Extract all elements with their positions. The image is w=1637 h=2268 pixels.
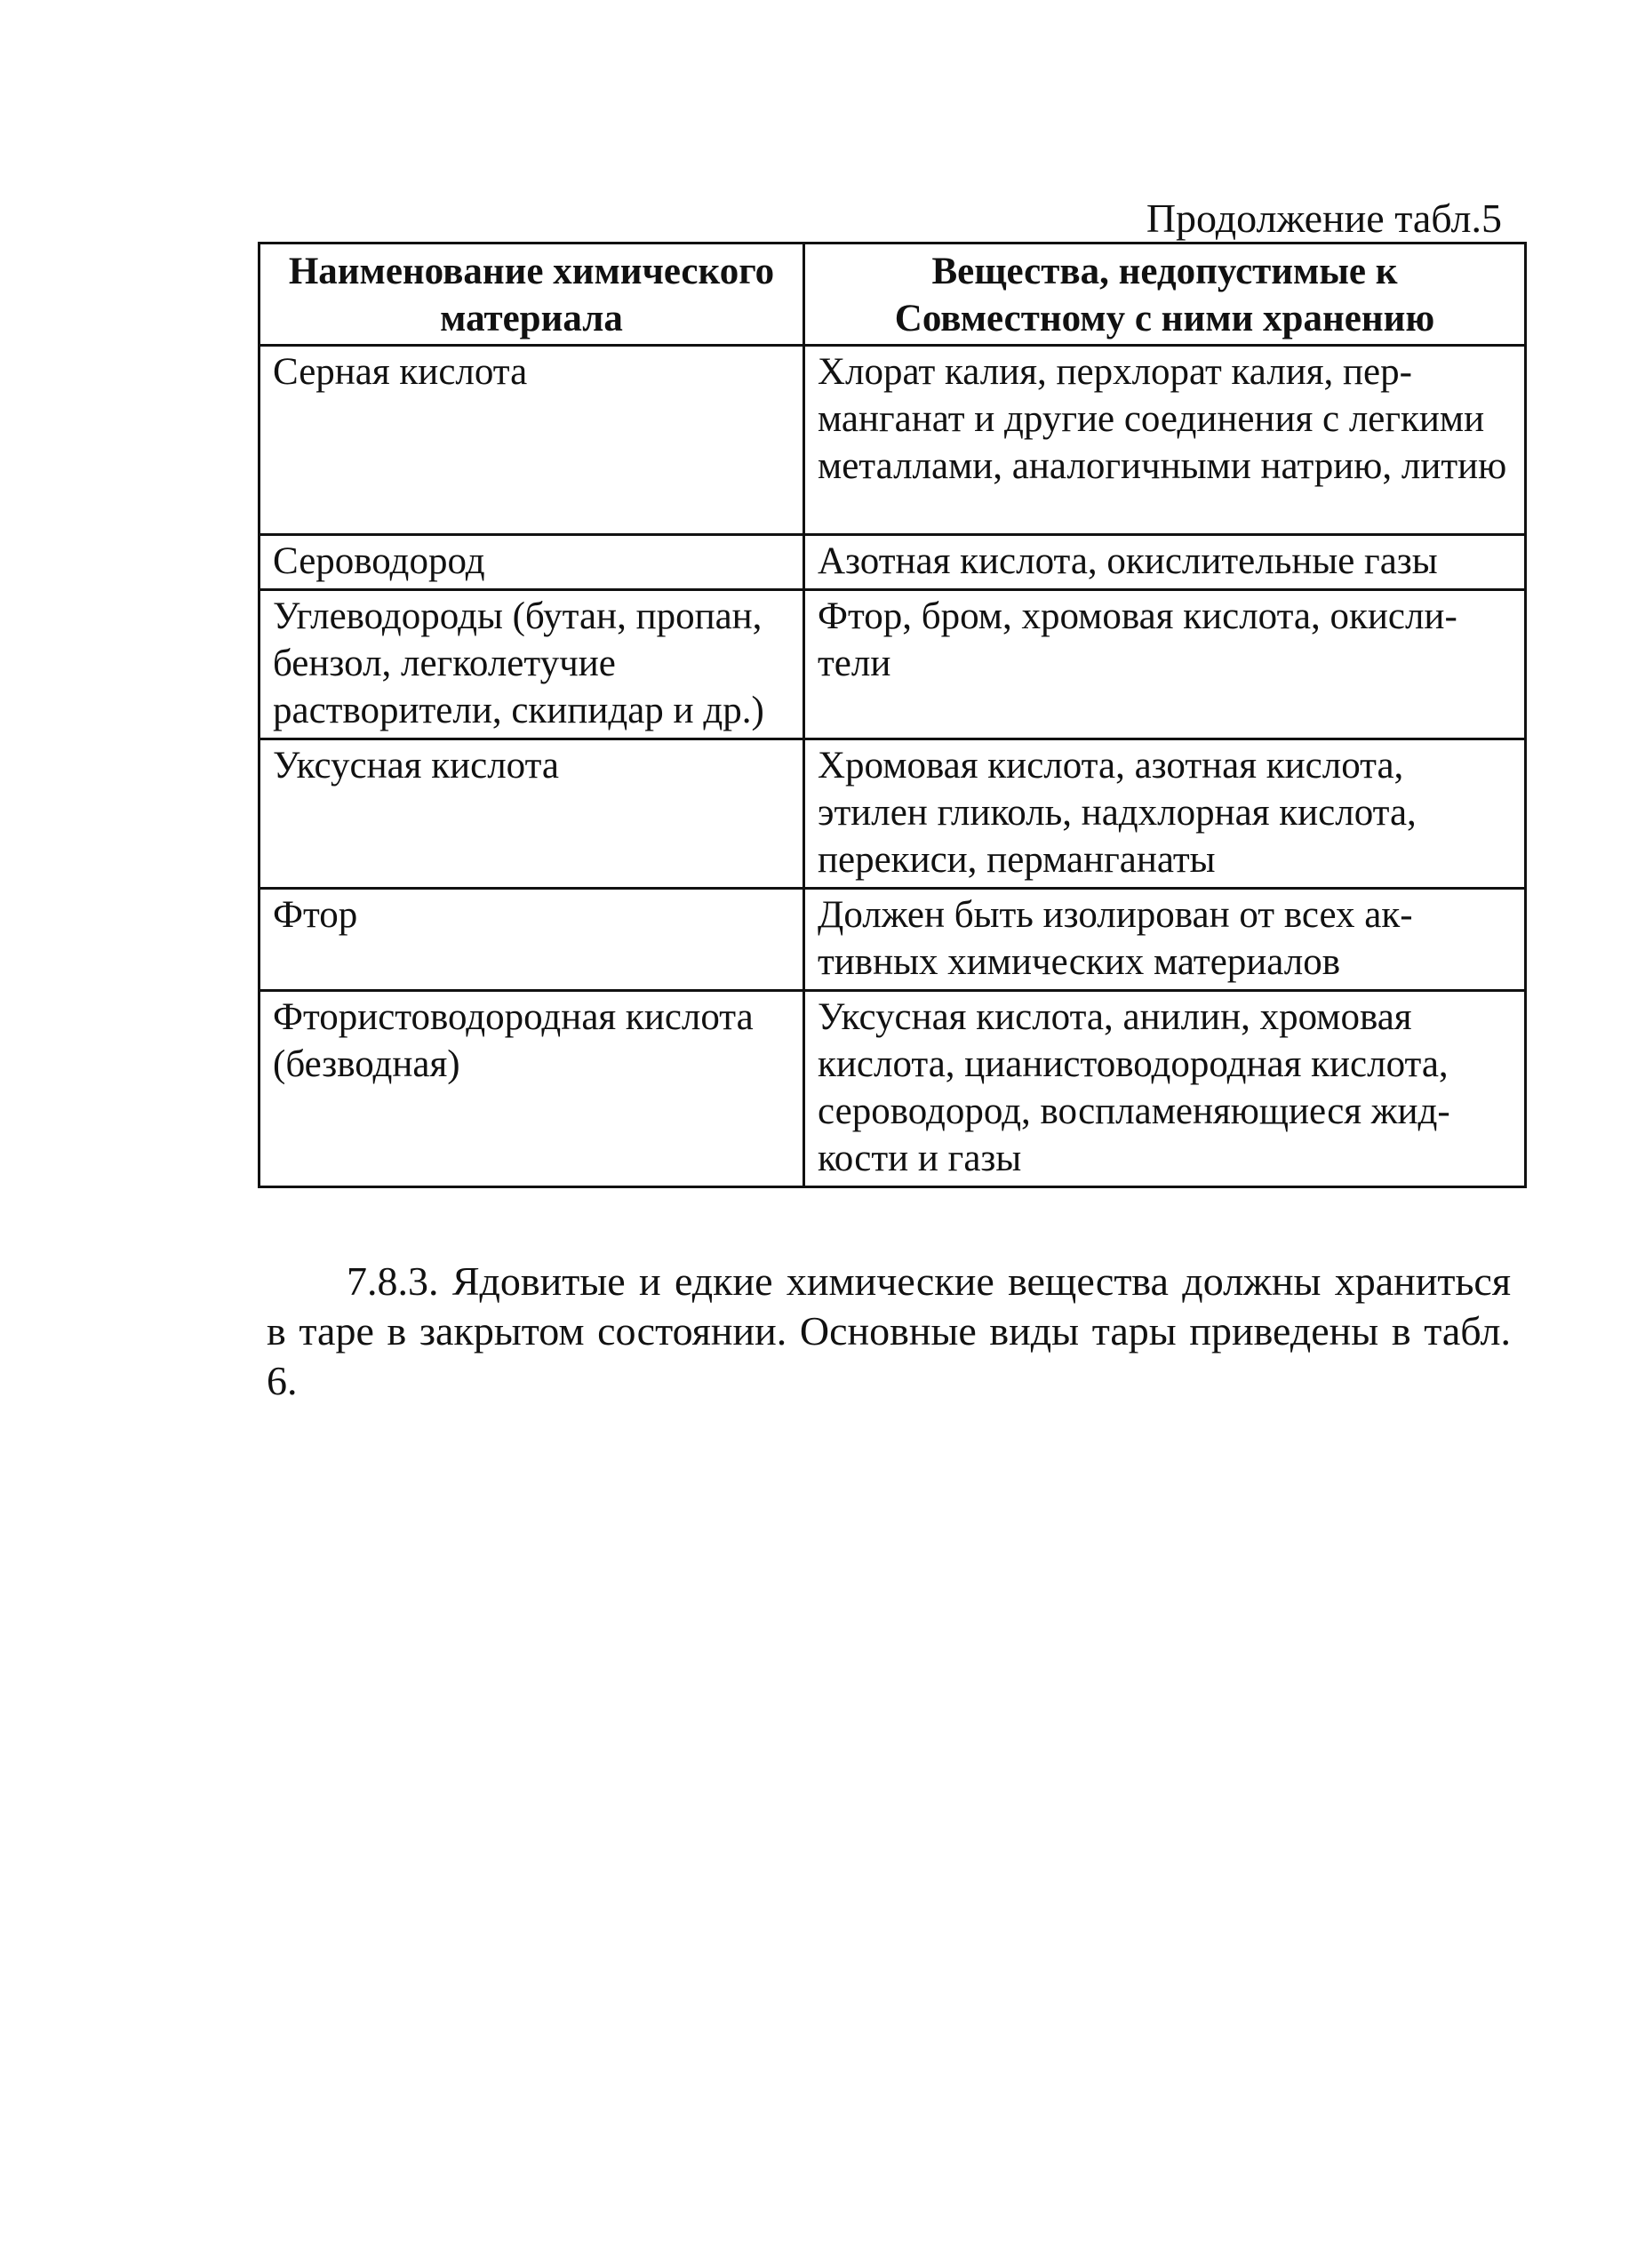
- table-header-row: [260, 244, 1526, 346]
- cell-incompatible: Уксусная кислота, анилин, хромовая кислота, цианистоводородная кислота, сероводород, воспламеняющиеся жидкости и газы: [804, 991, 1526, 1187]
- cell-material: Фтор: [260, 889, 804, 991]
- cell-incompatible: Хромовая кислота, азотная кислота, этилен гликоль, надхлорная кислота, перекиси, перманганаты: [804, 739, 1526, 889]
- cell-incompatible: Хлорат калия, перхлорат калия, перманганат и другие соединения с легкими металлами, аналогичными натрию, литию: [804, 346, 1526, 535]
- table-row: [260, 889, 1526, 991]
- cell-material: Серная кислота: [260, 346, 804, 535]
- cell-material: Уксусная кислота: [260, 739, 804, 889]
- cell-incompatible: Фтор, бром, хромовая кислота, окислители: [804, 590, 1526, 739]
- header-incompatible: Вещества, недопустимые к Совместному с ними хранению: [804, 244, 1526, 346]
- cell-material: Фтористоводородная кислота (безводная): [260, 991, 804, 1187]
- table-row: [260, 739, 1526, 889]
- cell-material: Углеводороды (бутан, пропан, бензол, легколетучие растворители, скипидар и др.): [260, 590, 804, 739]
- table-row: [260, 590, 1526, 739]
- table-row: [260, 991, 1526, 1187]
- cell-material: Сероводород: [260, 535, 804, 590]
- storage-compatibility-table: [258, 242, 1527, 1188]
- table-row: [260, 346, 1526, 535]
- body-paragraph: 7.8.3. Ядовитые и едкие химические вещества должны храниться в таре в закрытом состоянии. Основные виды тары приведены в табл. 6.: [267, 1258, 1511, 1403]
- cell-incompatible: Азотная кислота, окислительные газы: [804, 535, 1526, 590]
- cell-incompatible: Должен быть изолирован от всех активных химических материалов: [804, 889, 1526, 991]
- table-caption: Продолжение табл.5: [1146, 196, 1502, 241]
- header-material: Наименование химического материала: [260, 244, 804, 346]
- table-row: [260, 535, 1526, 590]
